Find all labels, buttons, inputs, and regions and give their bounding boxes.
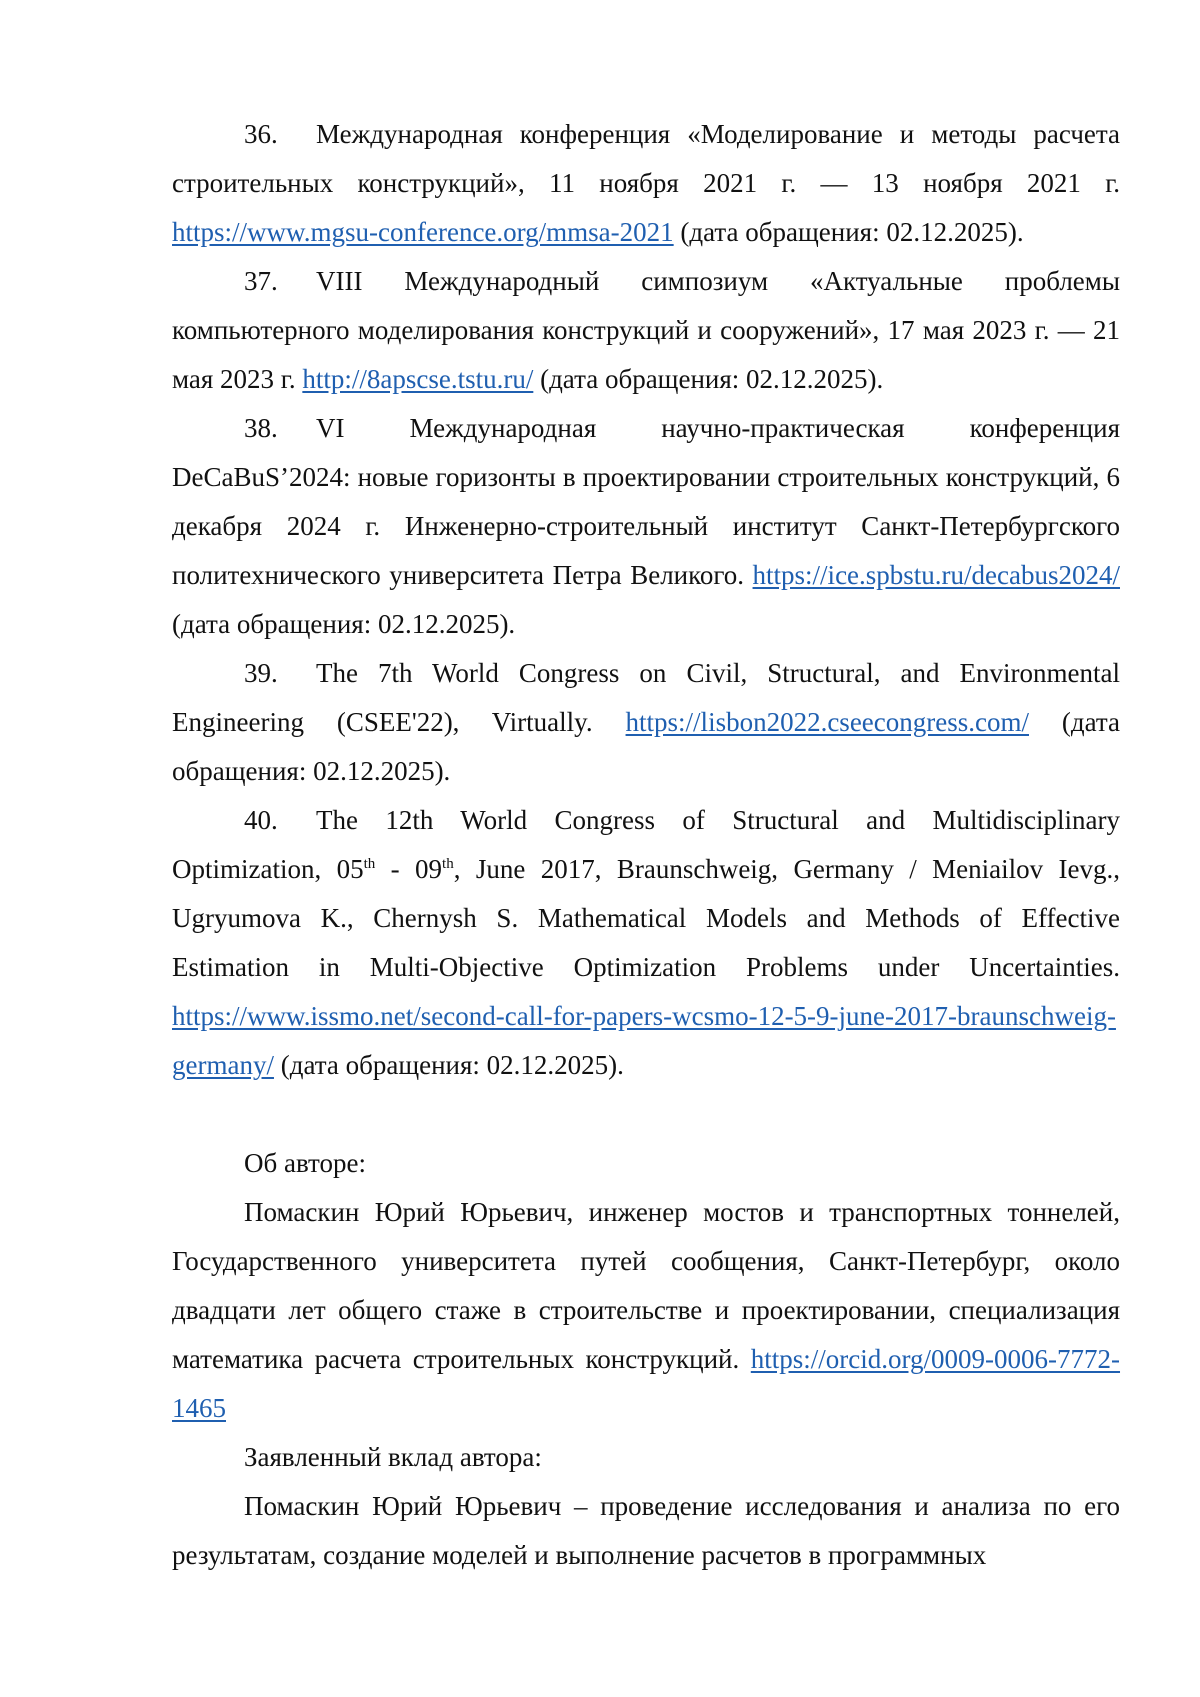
access-date: (дата обращения: 02.12.2025).	[172, 609, 516, 639]
reference-number: 39.	[244, 658, 278, 688]
access-date: (дата обращения: 02.12.2025).	[540, 364, 884, 394]
reference-number: 40.	[244, 805, 278, 835]
section-spacer	[172, 1090, 1120, 1139]
reference-text: VIII Международный симпозиум «Актуальные проблемы компьютерного моделирования конструкций и сооружений», 17 мая 2023 г. — 21 мая 2023 г.	[172, 266, 1120, 394]
access-date: (дата обращения: 02.12.2025).	[280, 1050, 624, 1080]
document-page	[172, 110, 1120, 1580]
reference-link[interactable]: https://www.mgsu-conference.org/mmsa-2021	[172, 217, 674, 247]
contribution-text: Помаскин Юрий Юрьевич – проведение исследования и анализа по его результатам, создание моделей и выполнение расчетов в программных	[172, 1491, 1120, 1570]
reference-link[interactable]: https://lisbon2022.cseecongress.com/	[625, 707, 1029, 737]
reference-text: The 7th World Congress on Civil, Structural, and Environmental Engineering (CSEE'22), Virtually.	[172, 658, 1120, 737]
reference-text: The 12th World Congress of Structural and Multidisciplinary Optimization, 05	[172, 805, 1120, 884]
reference-36	[172, 110, 1120, 257]
reference-40	[172, 796, 1120, 1090]
reference-39	[172, 649, 1120, 796]
about-author-text	[172, 1188, 1120, 1433]
reference-number: 37.	[244, 266, 278, 296]
reference-38	[172, 404, 1120, 649]
about-author-body: Помаскин Юрий Юрьевич, инженер мостов и транспортных тоннелей, Государственного университета путей сообщения, Санкт-Петербург, около двадцати лет общего стаже в строительстве и проектировании, специализация математика расчета строительных конструкций.	[172, 1197, 1120, 1374]
reference-37	[172, 257, 1120, 404]
reference-link[interactable]: http://8apscse.tstu.ru/	[302, 364, 534, 394]
reference-text: , June 2017, Braunschweig, Germany / Meniailov Ievg., Ugryumova K., Chernysh S. Mathematical Models and Methods of Effective Estimation in Multi-Objective Optimization Problems under Uncertainties.	[172, 854, 1120, 982]
reference-link[interactable]: https://ice.spbstu.ru/decabus2024/	[752, 560, 1120, 590]
reference-link[interactable]: https://www.issmo.net/second-call-for-papers-wcsmo-12-5-9-june-2017-braunschweig-germany/	[172, 1001, 1116, 1080]
access-date: (дата обращения: 02.12.2025).	[172, 707, 1121, 786]
reference-text: - 09	[375, 854, 443, 884]
superscript-th: th	[363, 856, 376, 872]
orcid-link[interactable]: https://orcid.org/0009-0006-7772-1465	[172, 1344, 1121, 1423]
reference-text: Международная конференция «Моделирование и методы расчета строительных конструкций», 11 ноября 2021 г. — 13 ноября 2021 г.	[172, 119, 1120, 198]
reference-number: 36.	[244, 119, 278, 149]
contribution-heading: Заявленный вклад автора:	[244, 1442, 542, 1472]
reference-number: 38.	[244, 413, 278, 443]
reference-text: VI Международная научно-практическая конференция DeCaBuS’2024: новые горизонты в проектировании строительных конструкций, 6 декабря 2024 г. Инженерно-строительный институт Санкт-Петербургского политехнического университета Петра Великого.	[172, 413, 1120, 590]
superscript-th: th	[442, 856, 454, 872]
about-author-heading: Об авторе:	[244, 1148, 366, 1178]
access-date: (дата обращения: 02.12.2025).	[680, 217, 1024, 247]
